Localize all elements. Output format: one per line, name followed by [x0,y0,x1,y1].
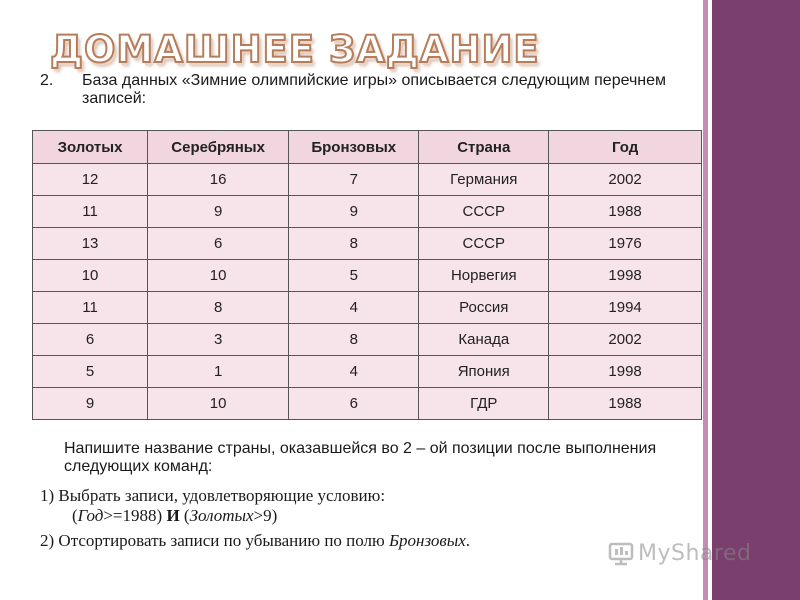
header-bronze: Бронзовых [289,131,419,164]
table-row [33,324,702,356]
task-text: База данных «Зимние олимпийские игры» описывается следующим перечнем записей: [82,72,667,107]
cell-gold: 5 [33,356,148,388]
question-text: Напишите название страны, оказавшейся во 2 – ой позиции после выполнения следующих команд: [64,440,657,475]
cell-silver: 3 [148,324,289,356]
cell-country: Германия [419,164,549,196]
cell-gold: 9 [33,388,148,420]
cell-gold: 13 [33,228,148,260]
cell-year: 1988 [549,388,702,420]
cell-country: Норвегия [419,260,549,292]
command-2-text: 2) Отсортировать записи по убыванию по полю [40,531,389,550]
table-row [33,260,702,292]
cell-gold: 10 [33,260,148,292]
condition-open-paren: ( [72,506,78,525]
cell-bronze: 4 [289,292,419,324]
task-number: 2. [40,72,54,89]
condition-space-paren: ( [179,506,190,525]
cell-year: 1976 [549,228,702,260]
cell-gold: 11 [33,196,148,228]
side-decoration-thin-stripe [703,0,708,600]
cell-silver: 9 [148,196,289,228]
cell-year: 1994 [549,292,702,324]
cell-year: 1998 [549,260,702,292]
side-decoration-band [712,0,800,600]
myshared-logo-icon [608,540,634,566]
condition-and: И [166,506,180,525]
cell-silver: 16 [148,164,289,196]
cell-gold: 6 [33,324,148,356]
cell-bronze: 8 [289,228,419,260]
table-row [33,356,702,388]
cell-bronze: 4 [289,356,419,388]
slide-title: ДОМАШНЕЕ ЗАДАНИЕ [50,28,540,71]
cell-bronze: 8 [289,324,419,356]
cell-silver: 10 [148,388,289,420]
header-country: Страна [419,131,549,164]
cell-year: 2002 [549,164,702,196]
watermark-text: MyShared [638,540,752,566]
command-2-field: Бронзовых [388,531,466,550]
table-row [33,228,702,260]
table-row [33,388,702,420]
cell-silver: 8 [148,292,289,324]
cell-silver: 10 [148,260,289,292]
condition-field-year: Год [77,506,104,525]
cell-year: 1988 [549,196,702,228]
cell-bronze: 6 [289,388,419,420]
table-header-row [33,131,702,164]
olympics-table [32,130,702,420]
cell-country: Россия [419,292,549,324]
command-1-condition [72,506,277,526]
cell-silver: 1 [148,356,289,388]
cell-bronze: 7 [289,164,419,196]
cell-country: Канада [419,324,549,356]
cell-year: 1998 [549,356,702,388]
cell-silver: 6 [148,228,289,260]
table-row [33,164,702,196]
command-2 [40,531,470,551]
header-silver: Серебряных [148,131,289,164]
cell-gold: 12 [33,164,148,196]
cell-bronze: 5 [289,260,419,292]
condition-year-expr: >=1988) [103,506,167,525]
condition-gold-expr: >9) [253,506,278,525]
cell-bronze: 9 [289,196,419,228]
header-gold: Золотых [33,131,148,164]
watermark [608,540,751,566]
cell-country: СССР [419,196,549,228]
cell-country: Япония [419,356,549,388]
condition-field-gold: Золотых [189,506,254,525]
cell-gold: 11 [33,292,148,324]
cell-country: СССР [419,228,549,260]
header-year: Год [549,131,702,164]
cell-year: 2002 [549,324,702,356]
command-2-end: . [465,531,471,550]
table-row [33,196,702,228]
table-row [33,292,702,324]
cell-country: ГДР [419,388,549,420]
command-1-text: 1) Выбрать записи, удовлетворяющие условию: [40,486,386,505]
